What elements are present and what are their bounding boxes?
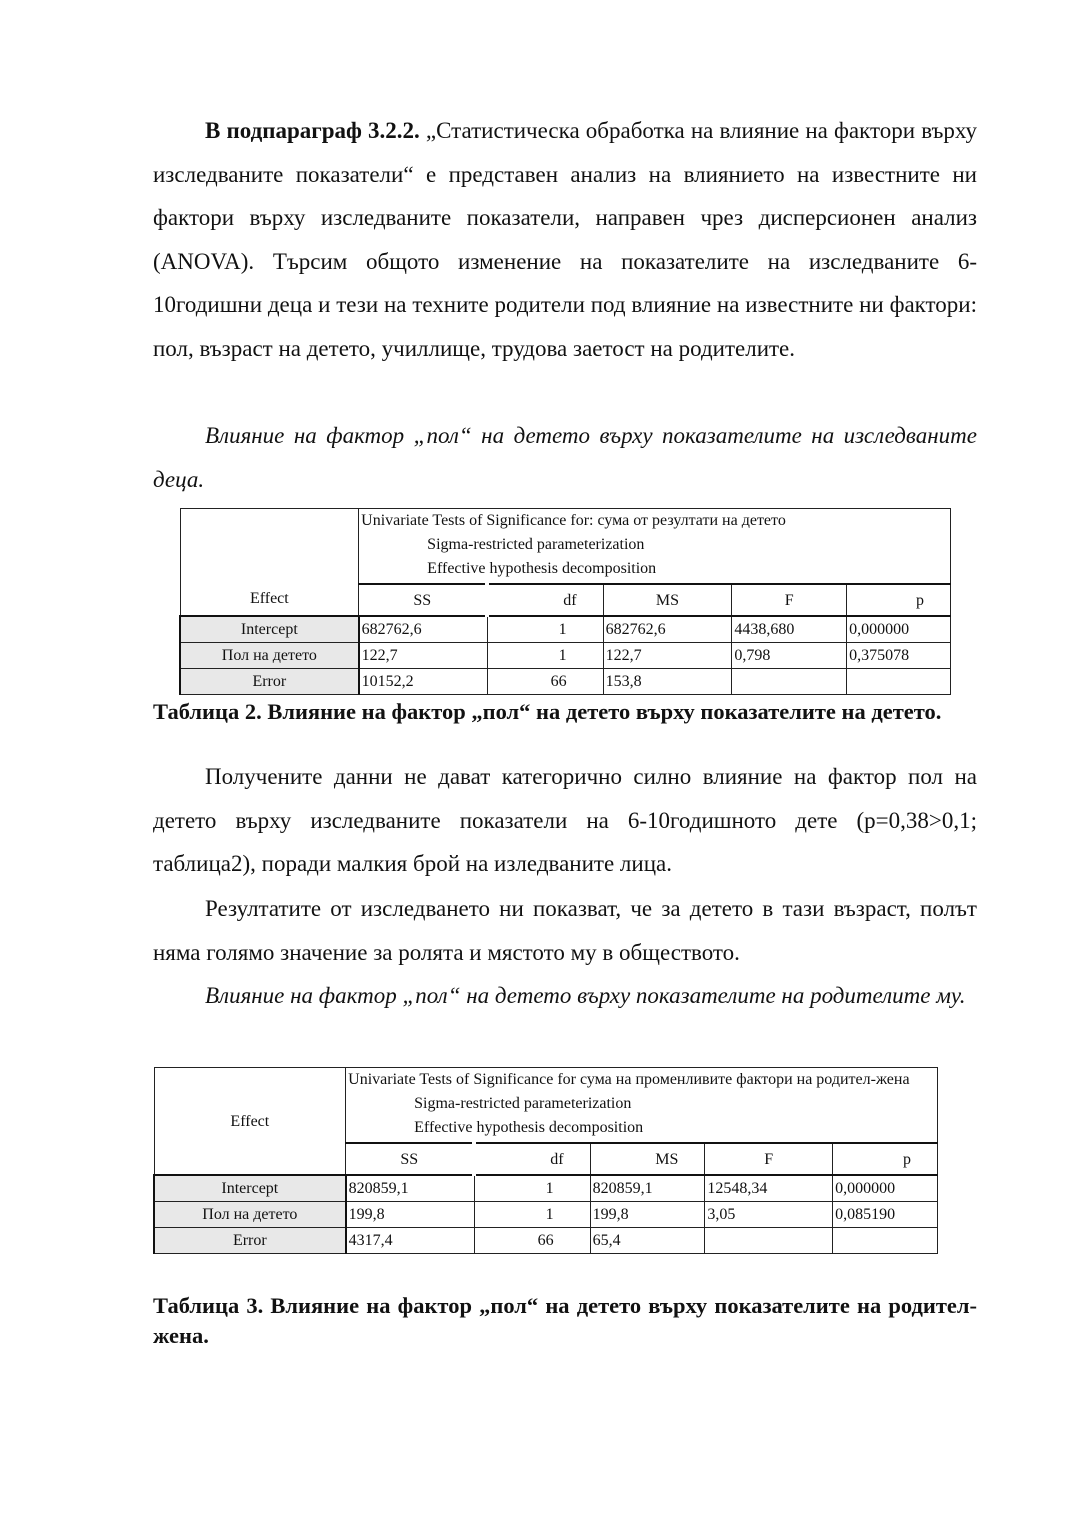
cell-ss: 820859,1 xyxy=(346,1175,475,1202)
column-header-p: p xyxy=(833,1143,938,1175)
table-row xyxy=(154,1228,938,1254)
cell-ms: 122,7 xyxy=(603,643,732,669)
effect-header: Effect xyxy=(180,509,359,617)
conclusion-paragraph: Резултатите от изследването ни показват, че за детето в тази възраст, полът няма голямо значение за ролята и мястото му в обществото. xyxy=(153,896,977,965)
column-header-ss: SS xyxy=(346,1143,475,1175)
table-subtitle-2: Effective hypothesis decomposition xyxy=(427,560,657,577)
table-title-cell xyxy=(346,1068,938,1144)
cell-ms: 682762,6 xyxy=(603,616,732,643)
cell-df: 66 xyxy=(487,669,603,695)
column-header-ms: MS xyxy=(603,584,732,616)
cell-ms: 65,4 xyxy=(590,1228,705,1254)
table-row xyxy=(154,1175,938,1202)
table-2-caption: Таблица 2. Влияние на фактор „пол“ на детето върху показателите на детето. xyxy=(153,699,942,724)
column-header-df: df xyxy=(474,1143,590,1175)
cell-p: 0,000000 xyxy=(833,1175,938,1202)
table-subtitle-1: Sigma-restricted parameterization xyxy=(414,1095,632,1112)
cell-p: 0,085190 xyxy=(833,1202,938,1228)
table-title: Univariate Tests of Significance for: сума от резултати на детето xyxy=(361,512,786,529)
row-effect: Intercept xyxy=(180,616,359,643)
table-2-anova xyxy=(179,508,951,695)
cell-df: 66 xyxy=(474,1228,590,1254)
effect-header: Effect xyxy=(154,1068,346,1176)
cell-ss: 682762,6 xyxy=(359,616,488,643)
cell-df: 1 xyxy=(474,1202,590,1228)
cell-ss: 10152,2 xyxy=(359,669,488,695)
cell-ss: 199,8 xyxy=(346,1202,475,1228)
cell-f: 12548,34 xyxy=(705,1175,833,1202)
cell-ms: 199,8 xyxy=(590,1202,705,1228)
table-row xyxy=(180,669,951,695)
cell-p xyxy=(833,1228,938,1254)
cell-p xyxy=(847,669,951,695)
column-header-f: F xyxy=(732,584,847,616)
column-header-f: F xyxy=(705,1143,833,1175)
cell-df: 1 xyxy=(474,1175,590,1202)
table-row xyxy=(180,643,951,669)
cell-ms: 820859,1 xyxy=(590,1175,705,1202)
cell-f xyxy=(732,669,847,695)
row-effect: Error xyxy=(180,669,359,695)
cell-f: 3,05 xyxy=(705,1202,833,1228)
cell-ms: 153,8 xyxy=(603,669,732,695)
column-header-ss: SS xyxy=(359,584,488,616)
row-effect: Error xyxy=(154,1228,346,1254)
section-heading-children: Влияние на фактор „пол“ на детето върху показателите на изследваните деца. xyxy=(153,423,977,492)
results-paragraph: Получените данни не дават категорично силно влияние на фактор пол на детето върху изследваните показатели на 6-10годишното дете (p=0,38>0,1; таблица2), поради малкия брой на изледваните лица. xyxy=(153,764,977,876)
table-subtitle-2: Effective hypothesis decomposition xyxy=(414,1119,644,1136)
table-subtitle-1: Sigma-restricted parameterization xyxy=(427,536,645,553)
cell-p: 0,375078 xyxy=(847,643,951,669)
cell-p: 0,000000 xyxy=(847,616,951,643)
intro-lead-bold: В подпараграф 3.2.2. xyxy=(205,118,420,143)
cell-ss: 122,7 xyxy=(359,643,488,669)
column-header-p: p xyxy=(847,584,951,616)
row-effect: Пол на детето xyxy=(180,643,359,669)
intro-paragraph xyxy=(153,109,977,370)
intro-text: „Статистическа обработка на влияние на фактори върху изследваните показатели“ е представен анализ на влиянието на известните ни фактори върху изследваните показатели, направен чрез дисперсионен анализ (ANOVA). Търсим общото изменение на показателите на изследваните 6-10годишни деца и тези на техните родители под влияние на известните ни фактори: пол, възраст на детето, училлище, трудова заетост на родителите. xyxy=(153,118,978,361)
table-3-anova xyxy=(153,1067,938,1254)
cell-df: 1 xyxy=(487,643,603,669)
table-row xyxy=(154,1202,938,1228)
cell-f xyxy=(705,1228,833,1254)
row-effect: Intercept xyxy=(154,1175,346,1202)
cell-df: 1 xyxy=(487,616,603,643)
cell-f: 0,798 xyxy=(732,643,847,669)
cell-f: 4438,680 xyxy=(732,616,847,643)
table-title-cell xyxy=(359,509,951,585)
table-row xyxy=(180,616,951,643)
table-3-caption: Таблица 3. Влияние на фактор „пол“ на детето върху показателите на родител-жена. xyxy=(153,1293,977,1348)
row-effect: Пол на детето xyxy=(154,1202,346,1228)
column-header-ms: MS xyxy=(590,1143,705,1175)
table-title: Univariate Tests of Significance for сума на променливите фактори на родител-жена xyxy=(348,1071,910,1088)
cell-ss: 4317,4 xyxy=(346,1228,475,1254)
section-heading-parents: Влияние на фактор „пол“ на детето върху показателите на родителите му. xyxy=(205,983,966,1008)
column-header-df: df xyxy=(487,584,603,616)
